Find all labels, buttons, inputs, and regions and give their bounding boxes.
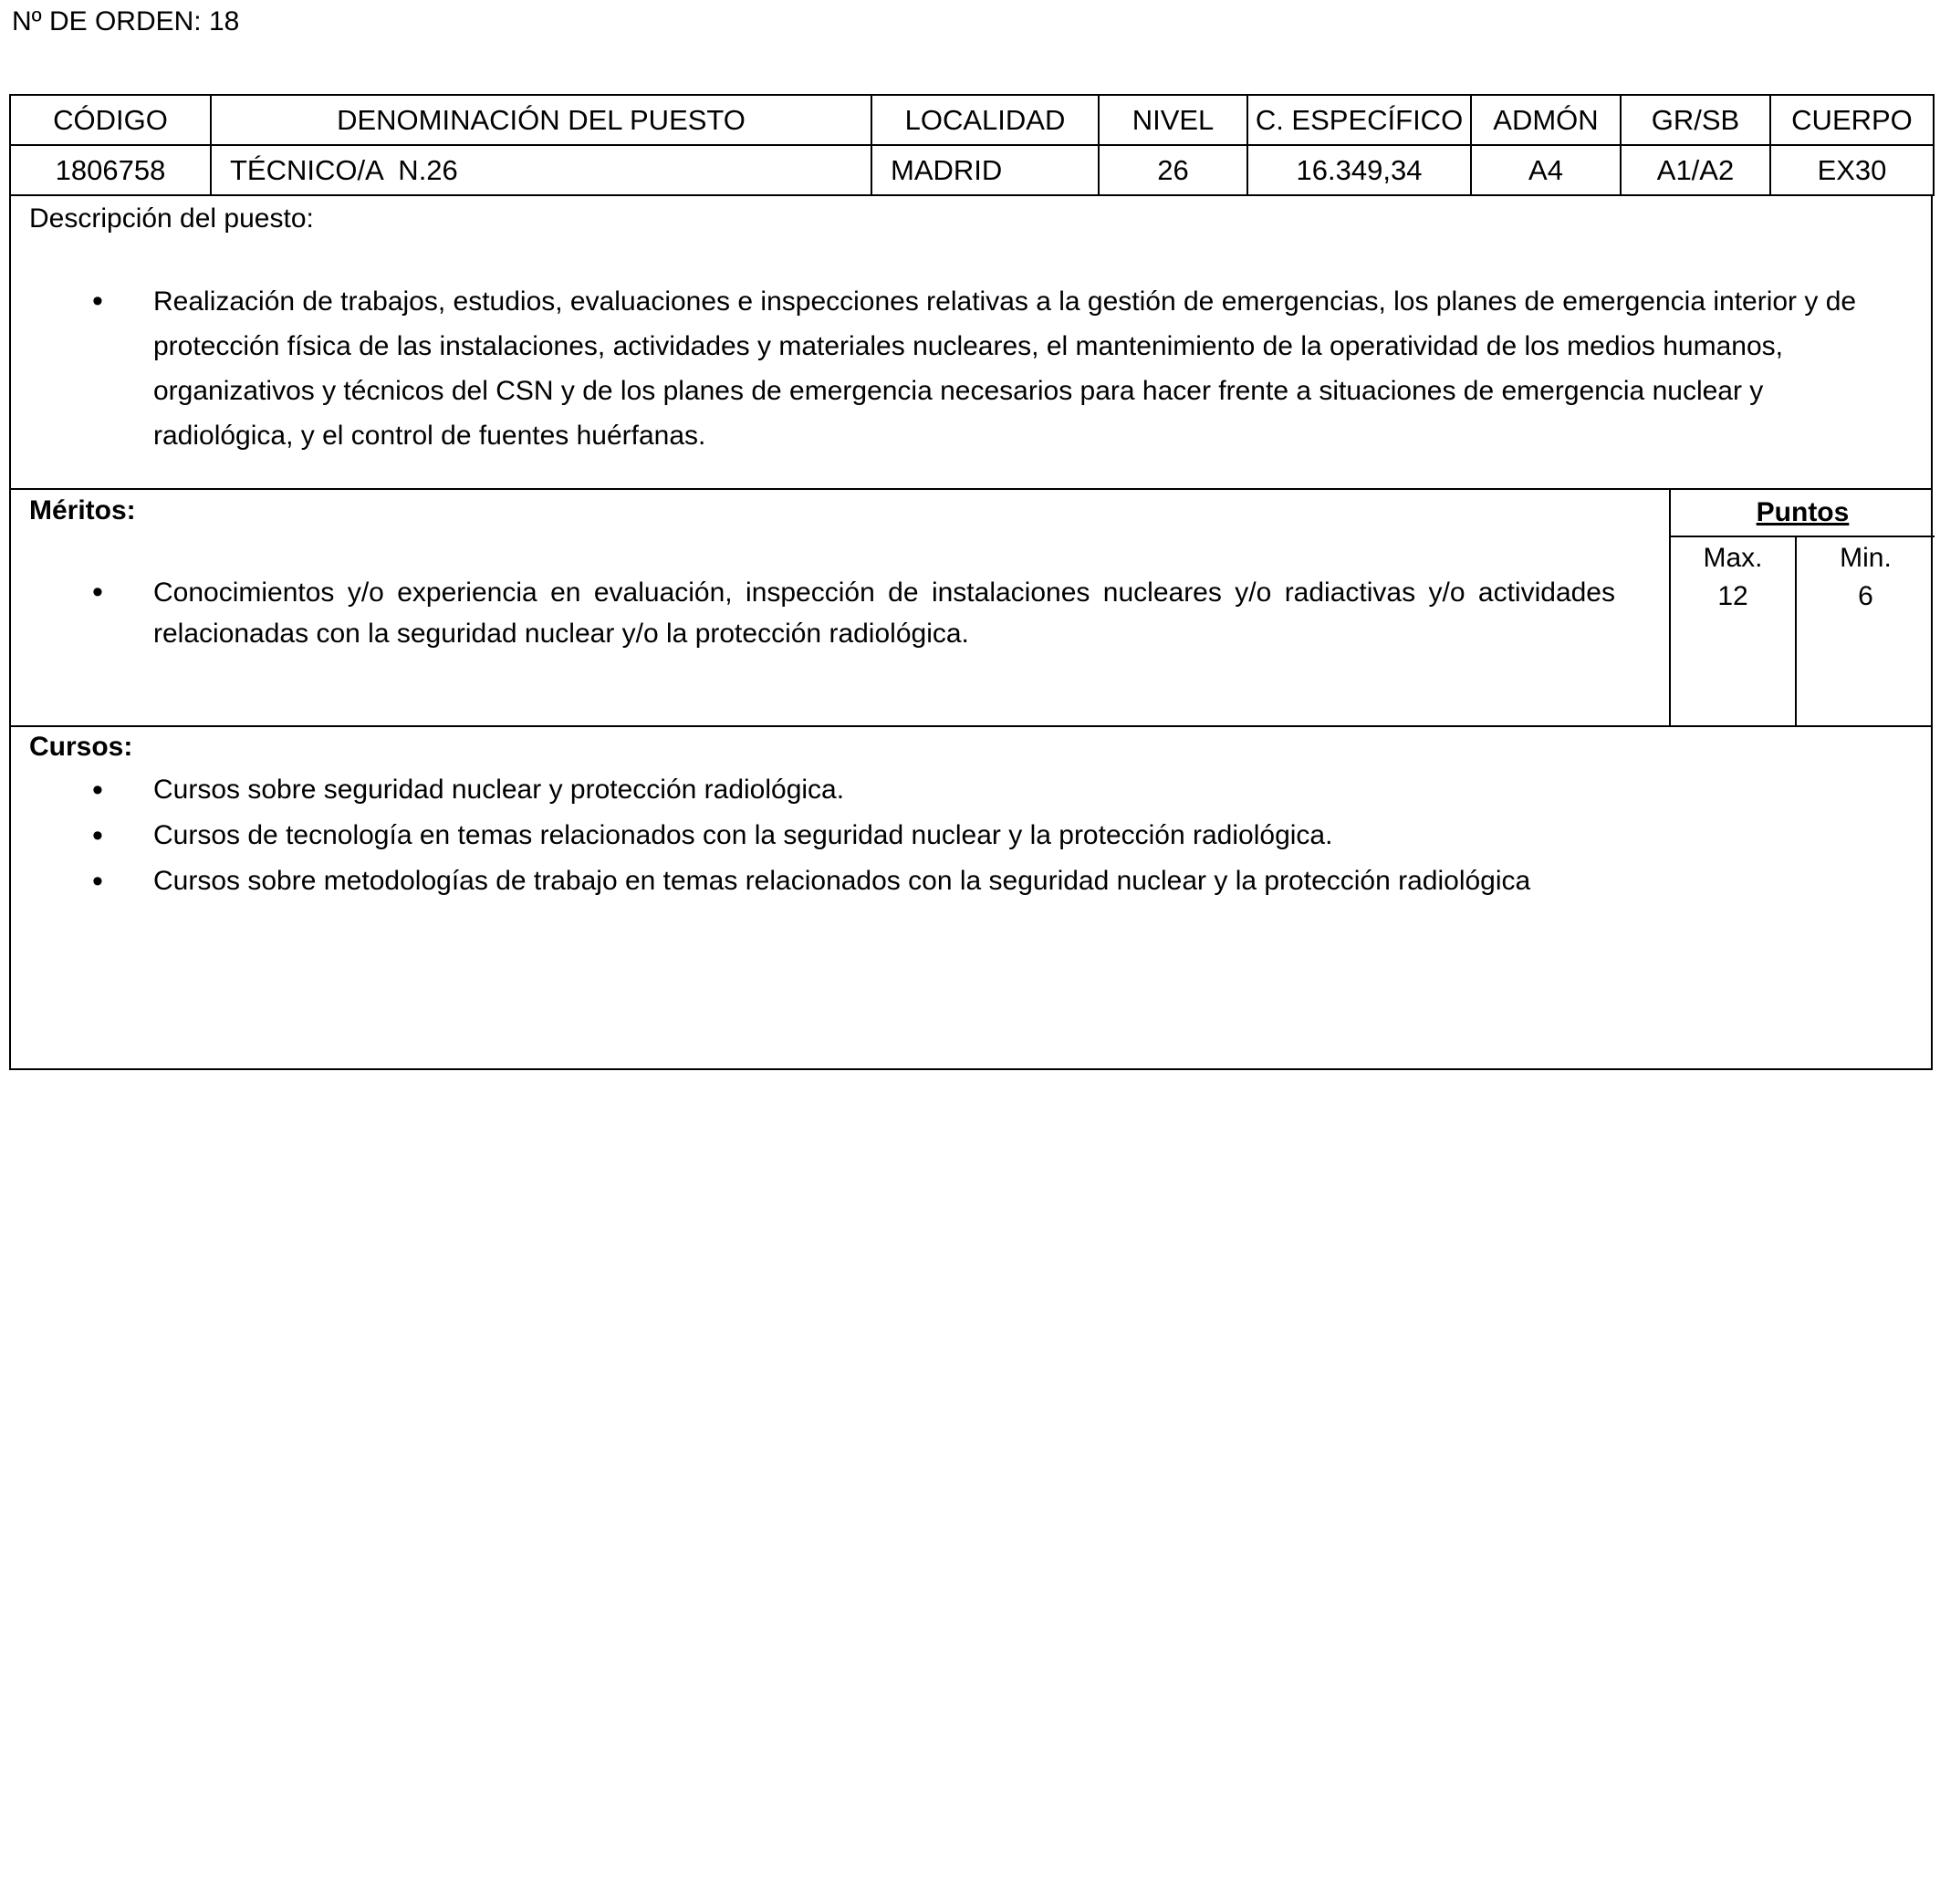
position-record [9,94,1933,1070]
cell-admon: A4 [1471,145,1621,195]
points-max-label: Max. [1703,543,1763,573]
courses-section [9,727,1933,1070]
column-header-gr-sb: GR/SB [1621,95,1770,145]
courses-label: Cursos: [29,732,133,762]
table-row [10,145,1934,195]
table-header-row [10,95,1934,145]
list-item: • Cursos sobre seguridad nuclear y protección radiológica. [153,767,1887,813]
cell-gr-sb: A1/A2 [1621,145,1770,195]
cell-nivel: 26 [1099,145,1247,195]
merits-section [9,490,1933,727]
list-item: • Cursos de tecnología en temas relacionados con la seguridad nuclear y la protección radiológica. [153,813,1887,858]
column-header-cuerpo: CUERPO [1770,95,1934,145]
points-max-column [1671,537,1797,725]
merits-label: Méritos: [29,495,136,525]
list-item: • Cursos sobre metodologías de trabajo en temas relacionados con la seguridad nuclear y la protección radiológica [153,858,1887,904]
points-min-label: Min. [1840,543,1892,573]
cell-codigo: 1806758 [10,145,211,195]
description-list [153,279,1905,458]
column-header-codigo: CÓDIGO [10,95,211,145]
points-max-value: 12 [1717,581,1748,611]
column-header-nivel: NIVEL [1099,95,1247,145]
points-min-value: 6 [1858,581,1873,611]
column-header-denominacion: DENOMINACIÓN DEL PUESTO [211,95,871,145]
courses-list [153,767,1887,904]
points-heading: Puntos [1671,490,1935,537]
list-item: • Conocimientos y/o experiencia en evaluación, inspección de instalaciones nucleares y/o radiactivas y/o actividades relacionadas con la seguridad nuclear y/o la protección radiológica. [153,572,1615,654]
cell-denominacion: TÉCNICO/A N.26 [211,145,871,195]
position-table [9,94,1935,196]
column-header-localidad: LOCALIDAD [871,95,1099,145]
cell-cuerpo: EX30 [1770,145,1934,195]
column-header-admon: ADMÓN [1471,95,1621,145]
points-panel [1669,490,1935,725]
description-section [9,196,1933,490]
order-number: Nº DE ORDEN: 18 [12,6,240,36]
cell-localidad: MADRID [871,145,1099,195]
description-label: Descripción del puesto: [29,203,314,234]
points-min-column [1797,537,1935,725]
cell-c-especifico: 16.349,34 [1247,145,1471,195]
list-item: • Realización de trabajos, estudios, evaluaciones e inspecciones relativas a la gestión de emergencias, los planes de emergencia interior y de protección física de las instalaciones, actividades y materiales nucleares, el mantenimiento de la operatividad de los medios humanos, organizativos y técnicos del CSN y de los planes de emergencia necesarios para hacer frente a situaciones de emergencia nuclear y radiológica, y el control de fuentes huérfanas. [153,279,1905,458]
column-header-c-especifico: C. ESPECÍFICO [1247,95,1471,145]
